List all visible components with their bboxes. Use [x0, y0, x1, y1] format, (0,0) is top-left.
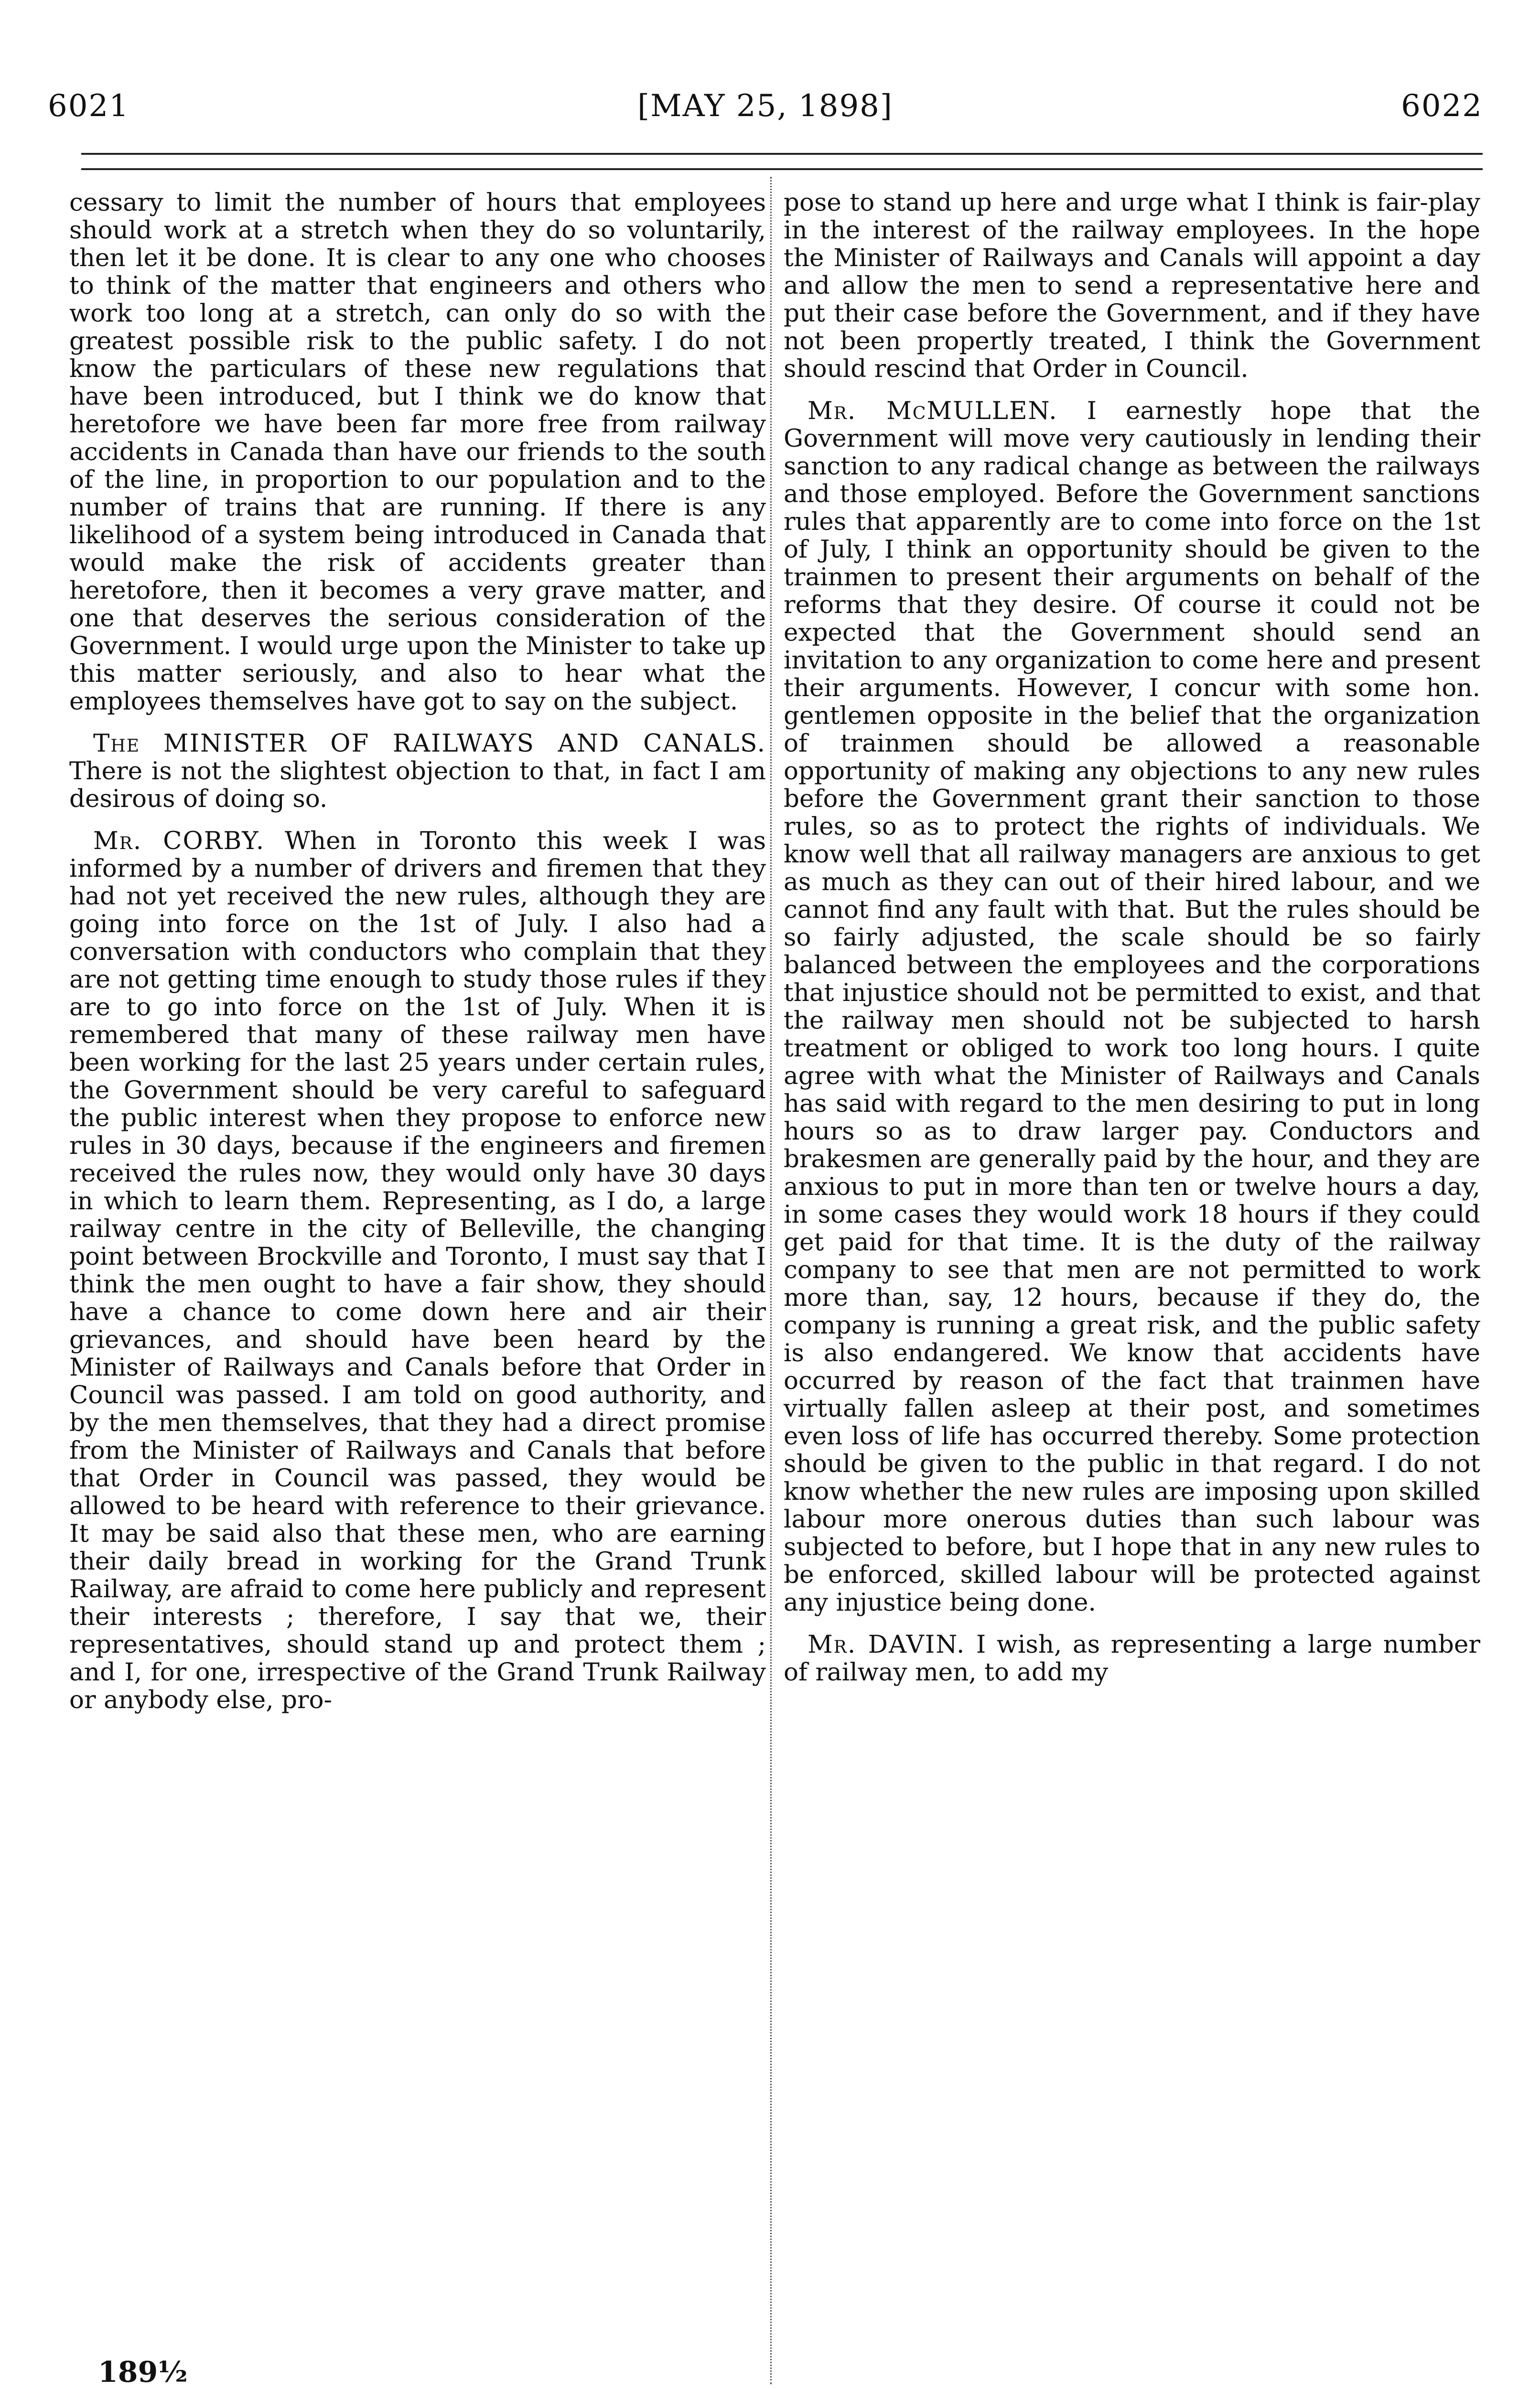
header-date: [MAY 25, 1898]: [637, 88, 893, 124]
right-paragraph-2-text: I earnestly hope that the Government will move very cautiously in lending their sanction to any radical change as between the railways and those employed. Before the Government sanctions rules that apparently are to come into force on the 1st of July, I think an opportunity should be given to the trainmen to present their arguments on behalf of the reforms that they desire. Of course it could not be expected that the Government should send an invitation to any organization to come here and present their arguments. However, I concur with some hon. gentlemen opposite in the belief that the organization of trainmen should be allowed a reasonable opportunity of making any objections to any new rules before the Government grant their sanction to those rules, so as to protect the rights of individuals. We know well that all railway managers are anxious to get as much as they can out of their hired labour, and we cannot find any fault with that. But the rules should be so fairly adjusted, the scale should be so fairly balanced between the employees and the corporations that injustice should not be permitted to exist, and that the railway men should not be subjected to harsh treatment or obliged to work too long hours. I quite agree with what the Minister of Railways and Canals has said with regard to the men desiring to put in long hours so as to draw larger pay. Conductors and brakesmen are generally paid by the hour, and they are anxious to put in more than ten or twelve hours a day, in some cases they would work 18 hours if they could get paid for that time. It is the duty of the railway company to see that men are not permitted to work more than, say, 12 hours, because if they do, the company is running a great risk, and the public safety is also endangered. We know that accidents have occurred by reason of the fact that trainmen have virtually fallen asleep at their post, and sometimes even loss of life has occurred thereby. Some protection should be given to the public in that regard. I do not know whether the new rules are imposing upon skilled labour more onerous duties than such labour was subjected to before, but I hope that in any new rules to be enforced, skilled labour will be protected against any injustice being done.: [784, 397, 1481, 1617]
left-paragraph-1: cessary to limit the number of hours that employees should work at a stretch when they do so voluntarily, then let it be done. It is clear to any one who chooses to think of the matter that engineers and others who work too long at a stretch, can only do so with the greatest possible risk to the public safety. I do not know the particulars of these new regulations that have been introduced, but I think we do know that heretofore we have been far more free from railway accidents in Canada than have our friends to the south of the line, in proportion to our population and to the number of trains that are running. If there is any likelihood of a system being introduced in Canada that would make the risk of accidents greater than heretofore, then it becomes a very grave matter, and one that deserves the serious consideration of the Government. I would urge upon the Minister to take up this matter seriously, and also to hear what the employees themselves have got to say on the subject.: [69, 188, 766, 716]
left-page-number: 6021: [48, 88, 129, 124]
speaker-minister-of-railways: The MINISTER OF RAILWAYS AND CANALS.: [93, 729, 766, 758]
speaker-mr-corby: Mr. CORBY.: [93, 827, 265, 855]
right-paragraph-1: pose to stand up here and urge what I think is fair-play in the interest of the railway employees. In the hope the Minister of Railways and Canals will appoint a day and allow the men to send a representative here and put their case before the Government, and if they have not been propertly treated, I think the Government should rescind that Order in Council.: [784, 188, 1480, 383]
page-header: [48, 79, 1483, 131]
column-divider: [770, 177, 772, 2384]
right-paragraph-3-text: I wish, as representing a large number of railway men, to add my: [784, 1630, 1480, 1687]
left-paragraph-3-text: When in Toronto this week I was informed by a number of drivers and firemen that they had not yet received the new rules, although they are going into force on the 1st of July. I also had a conversation with conductors who complain that they are not getting time enough to study those rules if they are to go into force on the 1st of July. When it is remembered that many of these railway men have been working for the last 25 years under certain rules, the Government should be very careful to safeguard the public interest when they propose to enforce new rules in 30 days, because if the engineers and firemen received the rules now, they would only have 30 days in which to learn them. Representing, as I do, a large railway centre in the city of Belleville, the changing point between Brockville and Toronto, I must say that I think the men ought to have a fair show, they should have a chance to come down here and air their grievances, and should have been heard by the Minister of Railways and Canals before that Order in Council was passed. I am told on good authority, and by the men themselves, that they had a direct promise from the Minister of Railways and Canals that before that Order in Council was passed, they would be allowed to be heard with reference to their grievance. It may be said also that these men, who are earning their daily bread in working for the Grand Trunk Railway, are afraid to come here publicly and represent their interests ; therefore, I say that we, their representatives, should stand up and protect them ; and I, for one, irrespective of the Grand Trunk Railway or anybody else, pro-: [69, 827, 766, 1714]
header-rule-bottom: [81, 168, 1483, 170]
right-paragraph-3: [784, 1631, 1480, 1686]
speaker-mr-davin: Mr. DAVIN.: [808, 1630, 966, 1659]
right-paragraph-2: [784, 397, 1480, 1616]
left-paragraph-2-text: There is not the slightest objection to that, in fact I am desirous of doing so.: [69, 757, 766, 813]
page-folio: 189½: [98, 2356, 188, 2389]
right-column: [784, 189, 1480, 1700]
left-paragraph-3: [69, 827, 766, 1714]
header-rule-top: [81, 153, 1483, 155]
right-page-number: 6022: [1401, 88, 1483, 124]
left-column: [69, 189, 766, 1728]
speaker-mr-mcmullen: Mr. McMULLEN.: [808, 397, 1058, 425]
left-paragraph-2: [69, 730, 766, 813]
